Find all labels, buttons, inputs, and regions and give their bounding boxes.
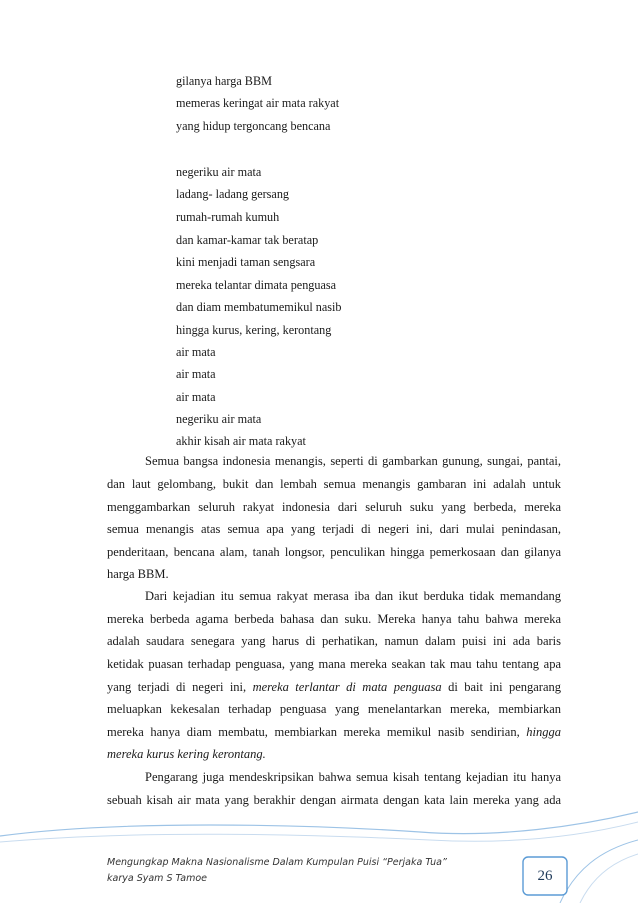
footer-wave-line xyxy=(0,812,638,836)
poem-line: gilanya harga BBM xyxy=(176,74,272,88)
paragraph-line: harga BBM. xyxy=(107,567,169,581)
text-run: yang terjadi di negeri ini, xyxy=(107,680,247,694)
paragraph-line: Dari kejadian itu semua rakyat merasa iba dan ikut berduka tidak memandang xyxy=(145,589,561,603)
paragraph-line: adalah saudara senegara yang harus di perhatikan, namun dalam puisi ini ada baris xyxy=(107,634,561,648)
paragraph-line xyxy=(107,724,561,740)
footer-wave-line xyxy=(580,854,638,903)
paragraph-line: meluapkan kekesalan terhadap penguasa yang menelantarkan mereka, membiarkan xyxy=(107,702,561,716)
paragraph-line: mereka berbeda agama berbeda bahasa dan suku. Mereka hanya tahu bahwa mereka xyxy=(107,612,561,626)
paragraph-line: semua menangis atas semua apa yang terjadi di negeri ini, dari mulai penindasan, xyxy=(107,522,561,536)
poem-line: kini menjadi taman sengsara xyxy=(176,255,316,269)
poem-line: rumah-rumah kumuh xyxy=(176,210,280,224)
poem-line: dan diam membatumemikul nasib xyxy=(176,300,342,314)
paragraph-line xyxy=(107,746,561,762)
poem-line: memeras keringat air mata rakyat xyxy=(176,96,340,110)
italic-quote: hingga xyxy=(526,725,561,739)
paragraph-line: menggambarkan seluruh rakyat indonesia dari seluruh suku yang berbeda, mereka xyxy=(107,500,561,514)
paragraph-line: Semua bangsa indonesia menangis, seperti di gambarkan gunung, sungai, pantai, xyxy=(145,454,561,468)
poem-line: ladang- ladang gersang xyxy=(176,187,290,201)
footer-title: Mengungkap Makna Nasionalisme Dalam Kumpulan Puisi “Perjaka Tua” xyxy=(107,857,447,868)
italic-quote: mereka kurus kering kerontang. xyxy=(107,747,266,761)
poem-line: air mata xyxy=(176,390,216,404)
page-number: 26 xyxy=(537,867,553,884)
footer-wave-line xyxy=(560,840,638,903)
text-run: mereka hanya diam membatu, membiarkan mereka memikul nasib sendirian, xyxy=(107,725,520,739)
poem-line: air mata xyxy=(176,345,216,359)
poem-line: hingga kurus, kering, kerontang xyxy=(176,323,332,337)
poem-line: dan kamar-kamar tak beratap xyxy=(176,233,319,247)
paragraph-line: penderitaan, bencana alam, tanah longsor, penculikan hingga pemerkosaan dan gilanya xyxy=(107,545,561,559)
poem-line: negeriku air mata xyxy=(176,165,262,179)
paragraph-line: sebuah kisah air mata yang berakhir dengan airmata dengan kata lain mereka yang ada xyxy=(107,793,561,807)
paragraph-line xyxy=(107,679,561,695)
poem-line: air mata xyxy=(176,367,216,381)
paragraph-line: Pengarang juga mendeskripsikan bahwa semua kisah tentang kejadian itu hanya xyxy=(145,770,561,784)
footer-wave-line xyxy=(0,822,638,842)
poem-line: mereka telantar dimata penguasa xyxy=(176,278,337,292)
paragraph-line: dan laut gelombang, bukit dan lembah semua menangis gambaran ini adalah untuk xyxy=(107,477,561,491)
paragraph-line: ketidak puasan terhadap penguasa, yang mana mereka seakan tak mau tahu tentang apa xyxy=(107,657,561,671)
poem-line: yang hidup tergoncang bencana xyxy=(176,119,331,133)
text-run: di bait ini pengarang xyxy=(448,680,562,694)
poem-line: akhir kisah air mata rakyat xyxy=(176,434,306,448)
poem-line: negeriku air mata xyxy=(176,412,262,426)
footer-author: karya Syam S Tamoe xyxy=(107,873,208,884)
italic-quote: mereka terlantar di mata penguasa xyxy=(252,680,442,694)
